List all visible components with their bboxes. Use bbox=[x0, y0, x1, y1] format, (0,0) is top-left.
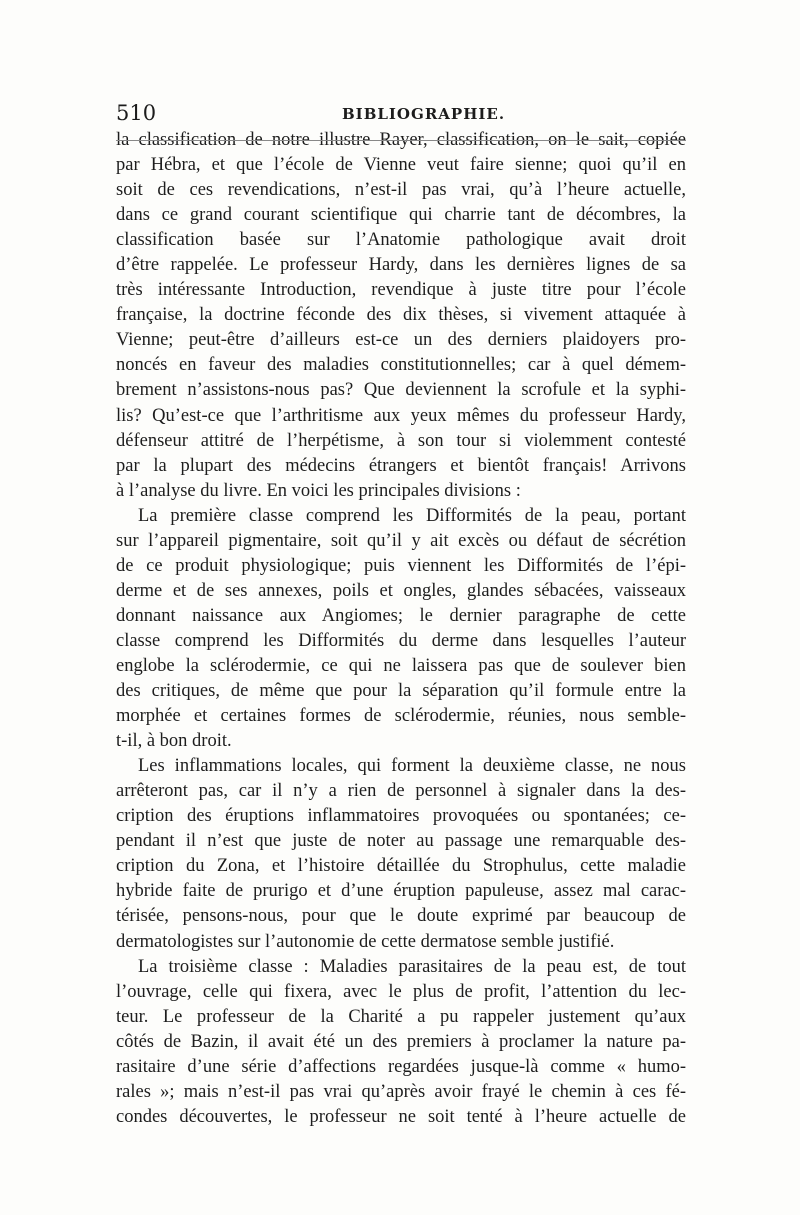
text-line: rasitaire d’une série d’affections regardées jusque-là comme « humo- bbox=[116, 1056, 686, 1077]
text-line: derme et de ses annexes, poils et ongles, glandes sébacées, vaisseaux bbox=[116, 580, 686, 601]
text-line: de ce produit physiologique; puis viennent les Difformités de l’épi- bbox=[116, 555, 686, 576]
running-head: BIBLIOGRAPHIE. bbox=[342, 105, 506, 123]
text-line: Les inflammations locales, qui forment la deuxième classe, ne nous bbox=[138, 756, 686, 777]
text-line: teur. Le professeur de la Charité a pu rappeler justement qu’aux bbox=[116, 1006, 686, 1027]
text-line: cription du Zona, et l’histoire détaillée du Strophulus, cette maladie bbox=[116, 856, 686, 877]
text-line: côtés de Bazin, il avait été un des premiers à proclamer la nature pa- bbox=[116, 1031, 686, 1052]
text-line: classification basée sur l’Anatomie pathologique avait droit bbox=[116, 230, 686, 251]
text-line: pendant il n’est que juste de noter au passage une remarquable des- bbox=[116, 831, 686, 852]
page-header bbox=[116, 98, 686, 128]
text-line: englobe la sclérodermie, ce qui ne laissera pas que de soulever bien bbox=[116, 655, 686, 676]
text-line: cription des éruptions inflammatoires provoquées ou spontanées; ce- bbox=[116, 806, 686, 827]
text-line: française, la doctrine féconde des dix thèses, si vivement attaquée à bbox=[116, 305, 686, 326]
text-line: La troisième classe : Maladies parasitaires de la peau est, de tout bbox=[138, 956, 686, 977]
text-line: t-il, à bon droit. bbox=[116, 731, 232, 752]
text-line: condes découvertes, le professeur ne soit tenté à l’heure actuelle de bbox=[116, 1106, 686, 1127]
text-line: hybride faite de prurigo et d’une éruption papuleuse, assez mal carac- bbox=[116, 881, 686, 902]
page-number: 510 bbox=[116, 101, 157, 125]
text-line: rales »; mais n’est-il pas vrai qu’après avoir frayé le chemin à ces fé- bbox=[116, 1081, 686, 1102]
text-line: d’être rappelée. Le professeur Hardy, dans les dernières lignes de sa bbox=[116, 255, 686, 276]
text-line: Vienne; peut-être d’ailleurs est-ce un des derniers plaidoyers pro- bbox=[116, 330, 686, 351]
text-line: l’ouvrage, celle qui fixera, avec le plus de profit, l’attention du lec- bbox=[116, 981, 686, 1002]
text-line: lis? Qu’est-ce que l’arthritisme aux yeux mêmes du professeur Hardy, bbox=[116, 405, 686, 426]
text-line: par la plupart des médecins étrangers et bientôt français! Arrivons bbox=[116, 455, 686, 476]
text-line: des critiques, de même que pour la séparation qu’il formule entre la bbox=[116, 681, 686, 702]
text-line: très intéressante Introduction, revendique à juste titre pour l’école bbox=[116, 280, 686, 301]
text-line: dans ce grand courant scientifique qui charrie tant de décombres, la bbox=[116, 205, 686, 226]
text-line: noncés en faveur des maladies constitutionnelles; car à quel démem- bbox=[116, 355, 686, 376]
text-line: la classification de notre illustre Rayer, classification, on le sait, copiée bbox=[116, 130, 686, 150]
text-line: donnant naissance aux Angiomes; le dernier paragraphe de cette bbox=[116, 605, 686, 626]
text-line: arrêteront pas, car il n’y a rien de personnel à signaler dans la des- bbox=[116, 781, 686, 802]
text-line: soit de ces revendications, n’est-il pas vrai, qu’à l’heure actuelle, bbox=[116, 180, 686, 201]
text-line: par Hébra, et que l’école de Vienne veut faire sienne; quoi qu’il en bbox=[116, 155, 686, 176]
body-text bbox=[116, 128, 686, 1130]
text-line: défenseur attitré de l’herpétisme, à son tour si violemment contesté bbox=[116, 430, 686, 451]
text-line: morphée et certaines formes de sclérodermie, réunies, nous semble- bbox=[116, 706, 686, 727]
text-line: sur l’appareil pigmentaire, soit qu’il y ait excès ou défaut de sécrétion bbox=[116, 530, 686, 551]
text-line: dermatologistes sur l’autonomie de cette dermatose semble justifié. bbox=[116, 931, 615, 952]
text-line: brement n’assistons-nous pas? Que deviennent la scrofule et la syphi- bbox=[116, 380, 686, 401]
text-line: térisée, pensons-nous, pour que le doute exprimé par beaucoup de bbox=[116, 906, 686, 927]
text-line: classe comprend les Difformités du derme dans lesquelles l’auteur bbox=[116, 630, 686, 651]
text-line: à l’analyse du livre. En voici les principales divisions : bbox=[116, 480, 521, 501]
text-line: La première classe comprend les Difformités de la peau, portant bbox=[138, 505, 686, 526]
